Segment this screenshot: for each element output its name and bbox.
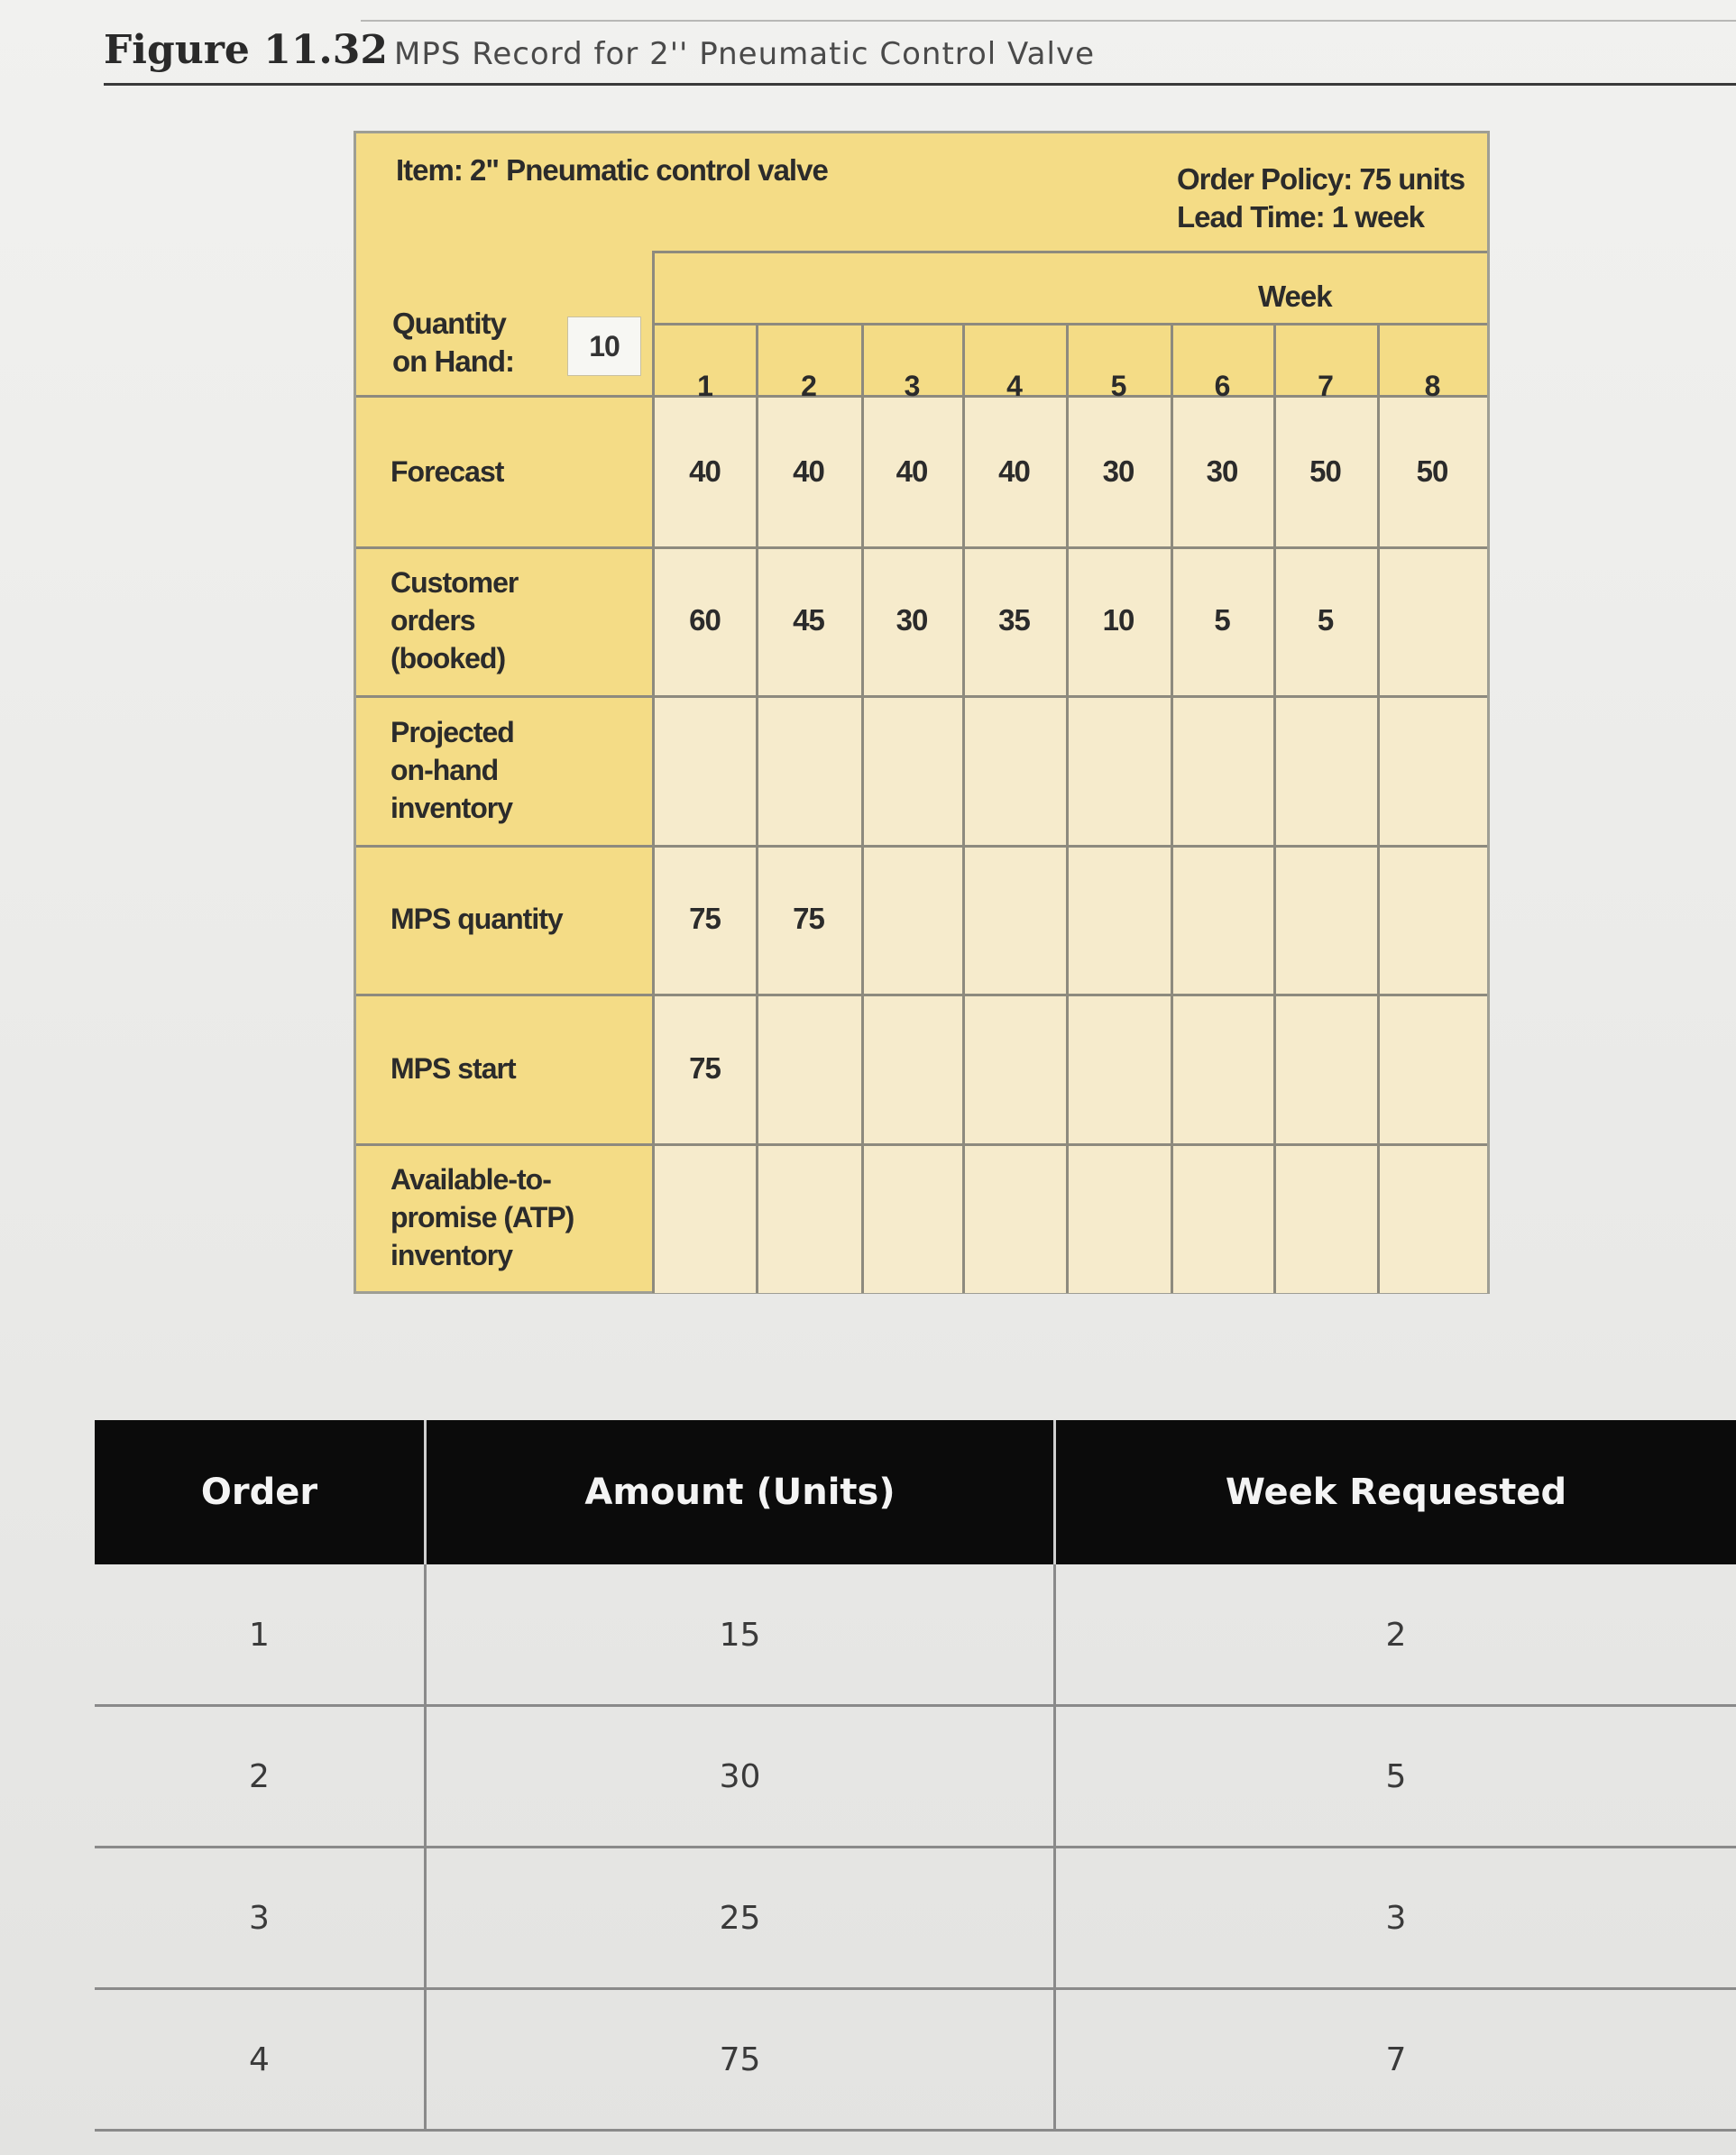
- lead-time: Lead Time: 1 week: [1177, 200, 1425, 234]
- table-row: [95, 1564, 1736, 1706]
- mps-cell: [756, 1172, 861, 1262]
- mps-cell: [756, 725, 861, 815]
- mps-cell: 50: [1309, 454, 1341, 488]
- mps-cell: 10: [1102, 603, 1134, 637]
- mps-cell: 35: [998, 603, 1030, 637]
- mps-cell: 30: [1206, 454, 1238, 488]
- mps-cell: [1377, 725, 1487, 815]
- mps-cell: [1273, 1023, 1377, 1114]
- orders-table-header: [95, 1420, 1736, 1564]
- row-label-line: Available-to-: [390, 1163, 551, 1196]
- table-cell: 3: [249, 1900, 270, 1937]
- table-cell: 75: [719, 2041, 761, 2078]
- mps-cell: 30: [896, 603, 928, 637]
- mps-cell: [756, 1023, 861, 1114]
- mps-cell: [962, 1023, 1066, 1114]
- row-label-line: Projected: [390, 716, 514, 748]
- row-label-line: (booked): [390, 642, 506, 674]
- mps-cell: [1377, 1172, 1487, 1262]
- table-cell: 15: [719, 1617, 761, 1654]
- mps-cell: 40: [689, 454, 721, 488]
- mps-cell: 40: [998, 454, 1030, 488]
- mps-cell: [1066, 874, 1171, 964]
- mps-cell: [962, 725, 1066, 815]
- table-cell: 2: [249, 1758, 270, 1795]
- week-number: 4: [1006, 369, 1022, 402]
- mps-cell: [1377, 575, 1487, 665]
- mps-cell: 75: [689, 1051, 721, 1085]
- week-number: 1: [697, 369, 712, 402]
- table-cell: 30: [719, 1758, 761, 1795]
- week-number: 6: [1214, 369, 1230, 402]
- grid-line: [356, 546, 1487, 549]
- row-label-line: inventory: [390, 792, 513, 824]
- table-cell: 3: [1385, 1900, 1407, 1937]
- grid-line: [356, 845, 1487, 848]
- table-cell: 7: [1385, 2041, 1407, 2078]
- mps-cell: [861, 1023, 962, 1114]
- quantity-on-hand-value: 10: [567, 316, 641, 376]
- mps-cell: 5: [1317, 603, 1334, 637]
- table-row: [95, 1848, 1736, 1989]
- row-divider: [95, 2129, 1736, 2132]
- mps-cell: 50: [1416, 454, 1448, 488]
- order-policy: Order Policy: 75 units: [1177, 162, 1465, 196]
- header-amount: Amount (Units): [584, 1472, 896, 1513]
- item-label: Item: 2" Pneumatic control valve: [396, 153, 828, 187]
- figure-number: Figure 11.32: [104, 27, 388, 73]
- table-row: [95, 1989, 1736, 2131]
- mps-cell: [1377, 874, 1487, 964]
- column-divider: [424, 1564, 427, 2131]
- mps-cell: 40: [793, 454, 824, 488]
- table-cell: 5: [1385, 1758, 1407, 1795]
- grid-line: [356, 695, 1487, 698]
- row-label-line: on-hand: [390, 754, 499, 786]
- mps-cell: [654, 725, 756, 815]
- row-label-line: MPS quantity: [390, 903, 563, 935]
- header-week-requested: Week Requested: [1225, 1472, 1567, 1513]
- mps-cell: [1171, 1172, 1273, 1262]
- week-number: 2: [801, 369, 816, 402]
- mps-cell: [1273, 874, 1377, 964]
- mps-cell: [1171, 874, 1273, 964]
- orders-table: [95, 1420, 1736, 2141]
- mps-cell: 5: [1214, 603, 1230, 637]
- row-label: [390, 453, 503, 491]
- row-label: [390, 1050, 516, 1087]
- mps-cell: [861, 1172, 962, 1262]
- week-number: 3: [904, 369, 920, 402]
- table-row: [95, 1706, 1736, 1848]
- mps-cell: 45: [793, 603, 824, 637]
- mps-cell: [1273, 725, 1377, 815]
- figure-title: MPS Record for 2'' Pneumatic Control Valve: [394, 36, 1096, 72]
- mps-cell: [861, 874, 962, 964]
- mps-cell: [861, 725, 962, 815]
- figure-header: [104, 18, 1736, 99]
- mps-cell: [654, 1172, 756, 1262]
- mps-cell: [962, 874, 1066, 964]
- row-label-line: orders: [390, 604, 475, 637]
- grid-line: [654, 323, 1487, 326]
- row-label: [390, 564, 518, 677]
- grid-line: [654, 251, 1487, 253]
- mps-cell: [1171, 725, 1273, 815]
- table-cell: 4: [249, 2041, 270, 2078]
- mps-cell: 75: [793, 902, 824, 935]
- header-rule: [104, 83, 1736, 86]
- mps-cell: [1066, 725, 1171, 815]
- mps-cell: [1066, 1172, 1171, 1262]
- row-label-line: promise (ATP): [390, 1201, 574, 1233]
- row-label-line: MPS start: [390, 1052, 516, 1085]
- mps-record: [354, 131, 1490, 1294]
- mps-cell: 60: [689, 603, 721, 637]
- row-label: [390, 713, 514, 827]
- row-label-line: inventory: [390, 1239, 513, 1271]
- mps-cell: 40: [896, 454, 928, 488]
- table-cell: 2: [1385, 1617, 1407, 1654]
- mps-cell: 30: [1102, 454, 1134, 488]
- mps-cell: [962, 1172, 1066, 1262]
- row-label: [390, 900, 563, 938]
- quantity-on-hand-label: Quantity on Hand:: [392, 307, 514, 378]
- grid-line: [356, 1143, 1487, 1146]
- row-label-line: Forecast: [390, 455, 504, 488]
- row-label: [390, 1160, 574, 1274]
- week-number: 8: [1424, 369, 1440, 402]
- mps-cell: [1066, 1023, 1171, 1114]
- table-cell: 1: [249, 1617, 270, 1654]
- mps-cell: [1377, 1023, 1487, 1114]
- mps-cell: 75: [689, 902, 721, 935]
- week-number: 5: [1110, 369, 1126, 402]
- column-divider: [1053, 1564, 1056, 2131]
- week-label: Week: [1258, 280, 1332, 313]
- mps-cell: [1273, 1172, 1377, 1262]
- grid-line: [356, 994, 1487, 996]
- header-order: Order: [200, 1472, 318, 1513]
- table-cell: 25: [719, 1900, 761, 1937]
- week-number: 7: [1318, 369, 1333, 402]
- row-label-line: Customer: [390, 566, 519, 599]
- mps-cell: [1171, 1023, 1273, 1114]
